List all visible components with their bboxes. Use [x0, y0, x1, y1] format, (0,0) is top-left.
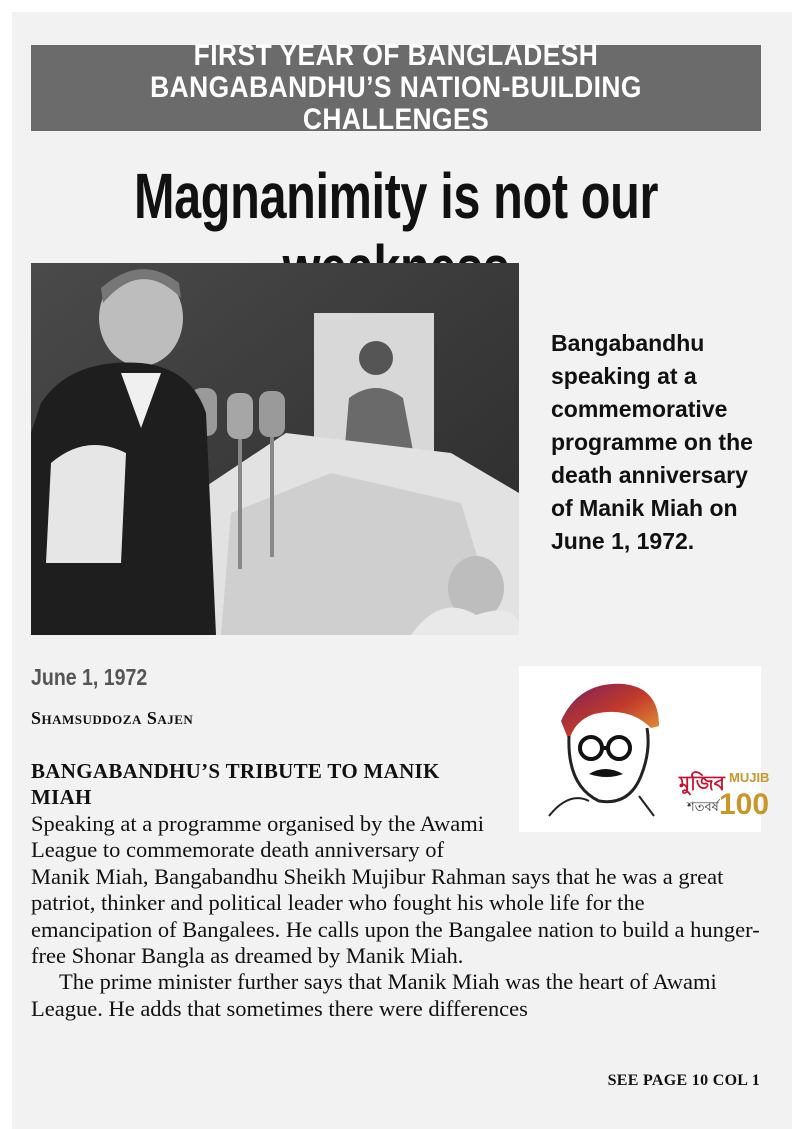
logo-bangla-text: মুজিব [679, 771, 725, 795]
headline-text: Magnanimity is not our [134, 160, 658, 232]
banner-line-1: FIRST YEAR OF BANGLADESH [193, 39, 599, 72]
section-banner [31, 39, 761, 136]
bangabandhu-speech-photo [31, 263, 519, 635]
article-paragraph-2: The prime minister further says that Manik Miah was the heart of Awami League. He adds that sometimes there were differences [31, 969, 717, 1021]
mujib-100-logo [519, 666, 770, 832]
mujib-portrait-icon [519, 666, 770, 832]
byline: Shamsuddoza Sajen [31, 708, 194, 728]
continued-jump-line[interactable]: SEE PAGE 10 COL 1 [607, 1072, 760, 1089]
banner-line-2: BANGABANDHU’S NATION-BUILDING CHALLENGES [150, 71, 642, 136]
photo-illustration [31, 263, 519, 635]
photo-caption: Bangabandhu speaking at a commemorative programme on the death anniversary of Manik Miah on June 1, 1972. [551, 330, 753, 554]
svg-text:শতবর্ষ: শতবর্ষ [687, 800, 719, 815]
logo-100-label: 100 [719, 788, 770, 821]
logo-wrap-spacer [486, 811, 761, 862]
article-body [31, 811, 761, 1022]
article-paragraph-1: Speaking at a programme organised by the Awami League to commemorate death anniversary of Manik Miah, Bangabandhu Sheikh Mujibur Rahman says that he was a great patriot, thinker and political leader who fought his whole life for the emancipation of Bangalees. He calls upon the Bangalee nation to build a hunger-free Shonar Bangla as dreamed by Manik Miah. [31, 811, 760, 969]
dateline: June 1, 1972 [31, 664, 148, 690]
logo-mujib-label: MUJIB [729, 770, 770, 785]
article-subhead: BANGABANDHU’S TRIBUTE TO MANIK MIAH [31, 759, 440, 809]
